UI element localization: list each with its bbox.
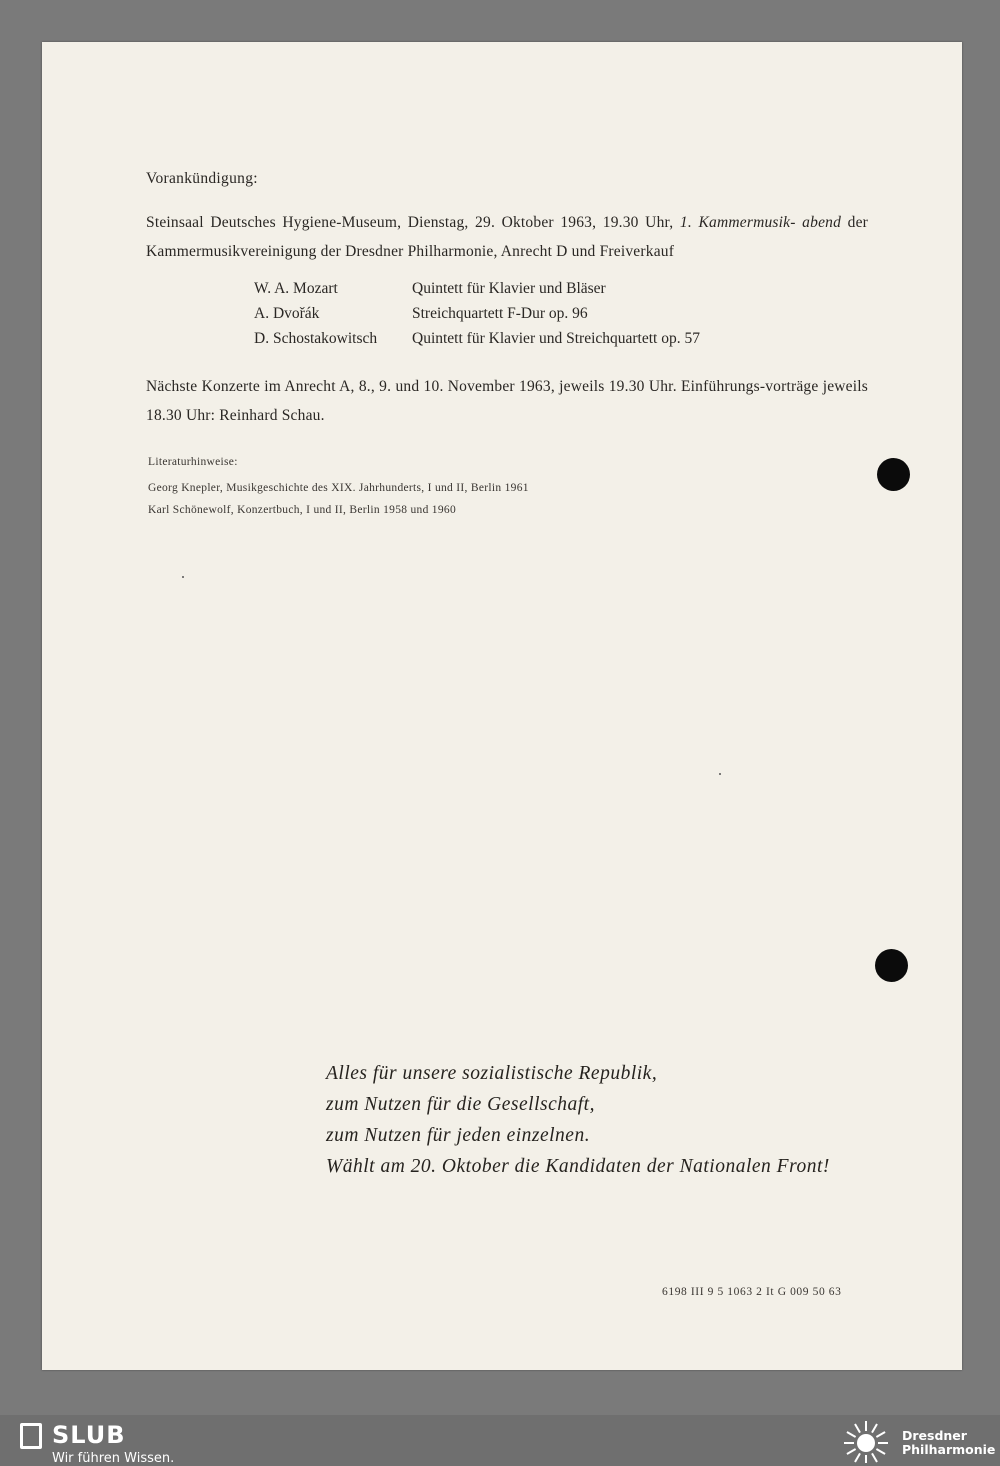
slogan-line: Wählt am 20. Oktober die Kandidaten der Nationalen Front! bbox=[326, 1156, 830, 1177]
viewer-footer bbox=[0, 1415, 1000, 1466]
program-work: Streichquartett F-Dur op. 96 bbox=[412, 304, 588, 322]
philharmonie-name: Dresdner Philharmonie bbox=[902, 1428, 996, 1457]
punch-hole-lower bbox=[875, 949, 908, 982]
announcement-venue: Steinsaal Deutsches Hygiene-Museum, Dienstag, 29. Oktober 1963, 19.30 Uhr, bbox=[146, 214, 674, 231]
slogan-line: zum Nutzen für die Gesellschaft, bbox=[326, 1094, 595, 1115]
program-composer: A. Dvořák bbox=[254, 304, 320, 322]
slogan-line: zum Nutzen für jeden einzelnen. bbox=[326, 1125, 591, 1146]
print-code: 6198 III 9 5 1063 2 It G 009 50 63 bbox=[662, 1286, 842, 1298]
announcement-text bbox=[146, 208, 868, 266]
program-work: Quintett für Klavier und Bläser bbox=[412, 279, 606, 297]
literature-item: Karl Schönewolf, Konzertbuch, I und II, Berlin 1958 und 1960 bbox=[148, 504, 456, 516]
program-row bbox=[254, 301, 700, 326]
paper-speck bbox=[182, 576, 184, 578]
program-composer: W. A. Mozart bbox=[254, 279, 338, 297]
literature-section bbox=[148, 456, 529, 521]
literature-item: Georg Knepler, Musikgeschichte des XIX. Jahrhunderts, I und II, Berlin 1961 bbox=[148, 482, 529, 494]
literature-title: Literaturhinweise: bbox=[148, 456, 238, 468]
announcement-heading: Vorankündigung: bbox=[146, 170, 258, 187]
paper-speck bbox=[719, 773, 721, 775]
program-composer: D. Schostakowitsch bbox=[254, 329, 378, 347]
punch-hole-upper bbox=[877, 458, 910, 491]
program-row bbox=[254, 276, 700, 301]
next-concerts-text: Nächste Konzerte im Anrecht A, 8., 9. und 10. November 1963, jeweils 19.30 Uhr. Einführungs-vorträge jeweils 18.30 Uhr: Reinhard Schau. bbox=[146, 378, 868, 424]
slub-name: SLUB bbox=[52, 1421, 126, 1449]
philharmonie-sunburst-icon bbox=[840, 1419, 892, 1463]
announcement-title-2: abend bbox=[802, 214, 842, 231]
program-work: Quintett für Klavier und Streichquartett op. 57 bbox=[412, 329, 700, 347]
slub-tagline: Wir führen Wissen. bbox=[52, 1451, 175, 1466]
program-row bbox=[254, 326, 700, 351]
document-page bbox=[42, 42, 962, 1370]
slub-book-icon bbox=[20, 1423, 42, 1449]
slogan-block bbox=[326, 1058, 830, 1182]
announcement-title-1: 1. Kammermusik- bbox=[679, 214, 796, 231]
announcement-organizer: der Kammermusikvereinigung der Dresdner Philharmonie, Anrecht D und Freiverkauf bbox=[146, 214, 869, 260]
slogan-line: Alles für unsere sozialistische Republik, bbox=[326, 1063, 658, 1084]
program-list bbox=[254, 276, 700, 351]
